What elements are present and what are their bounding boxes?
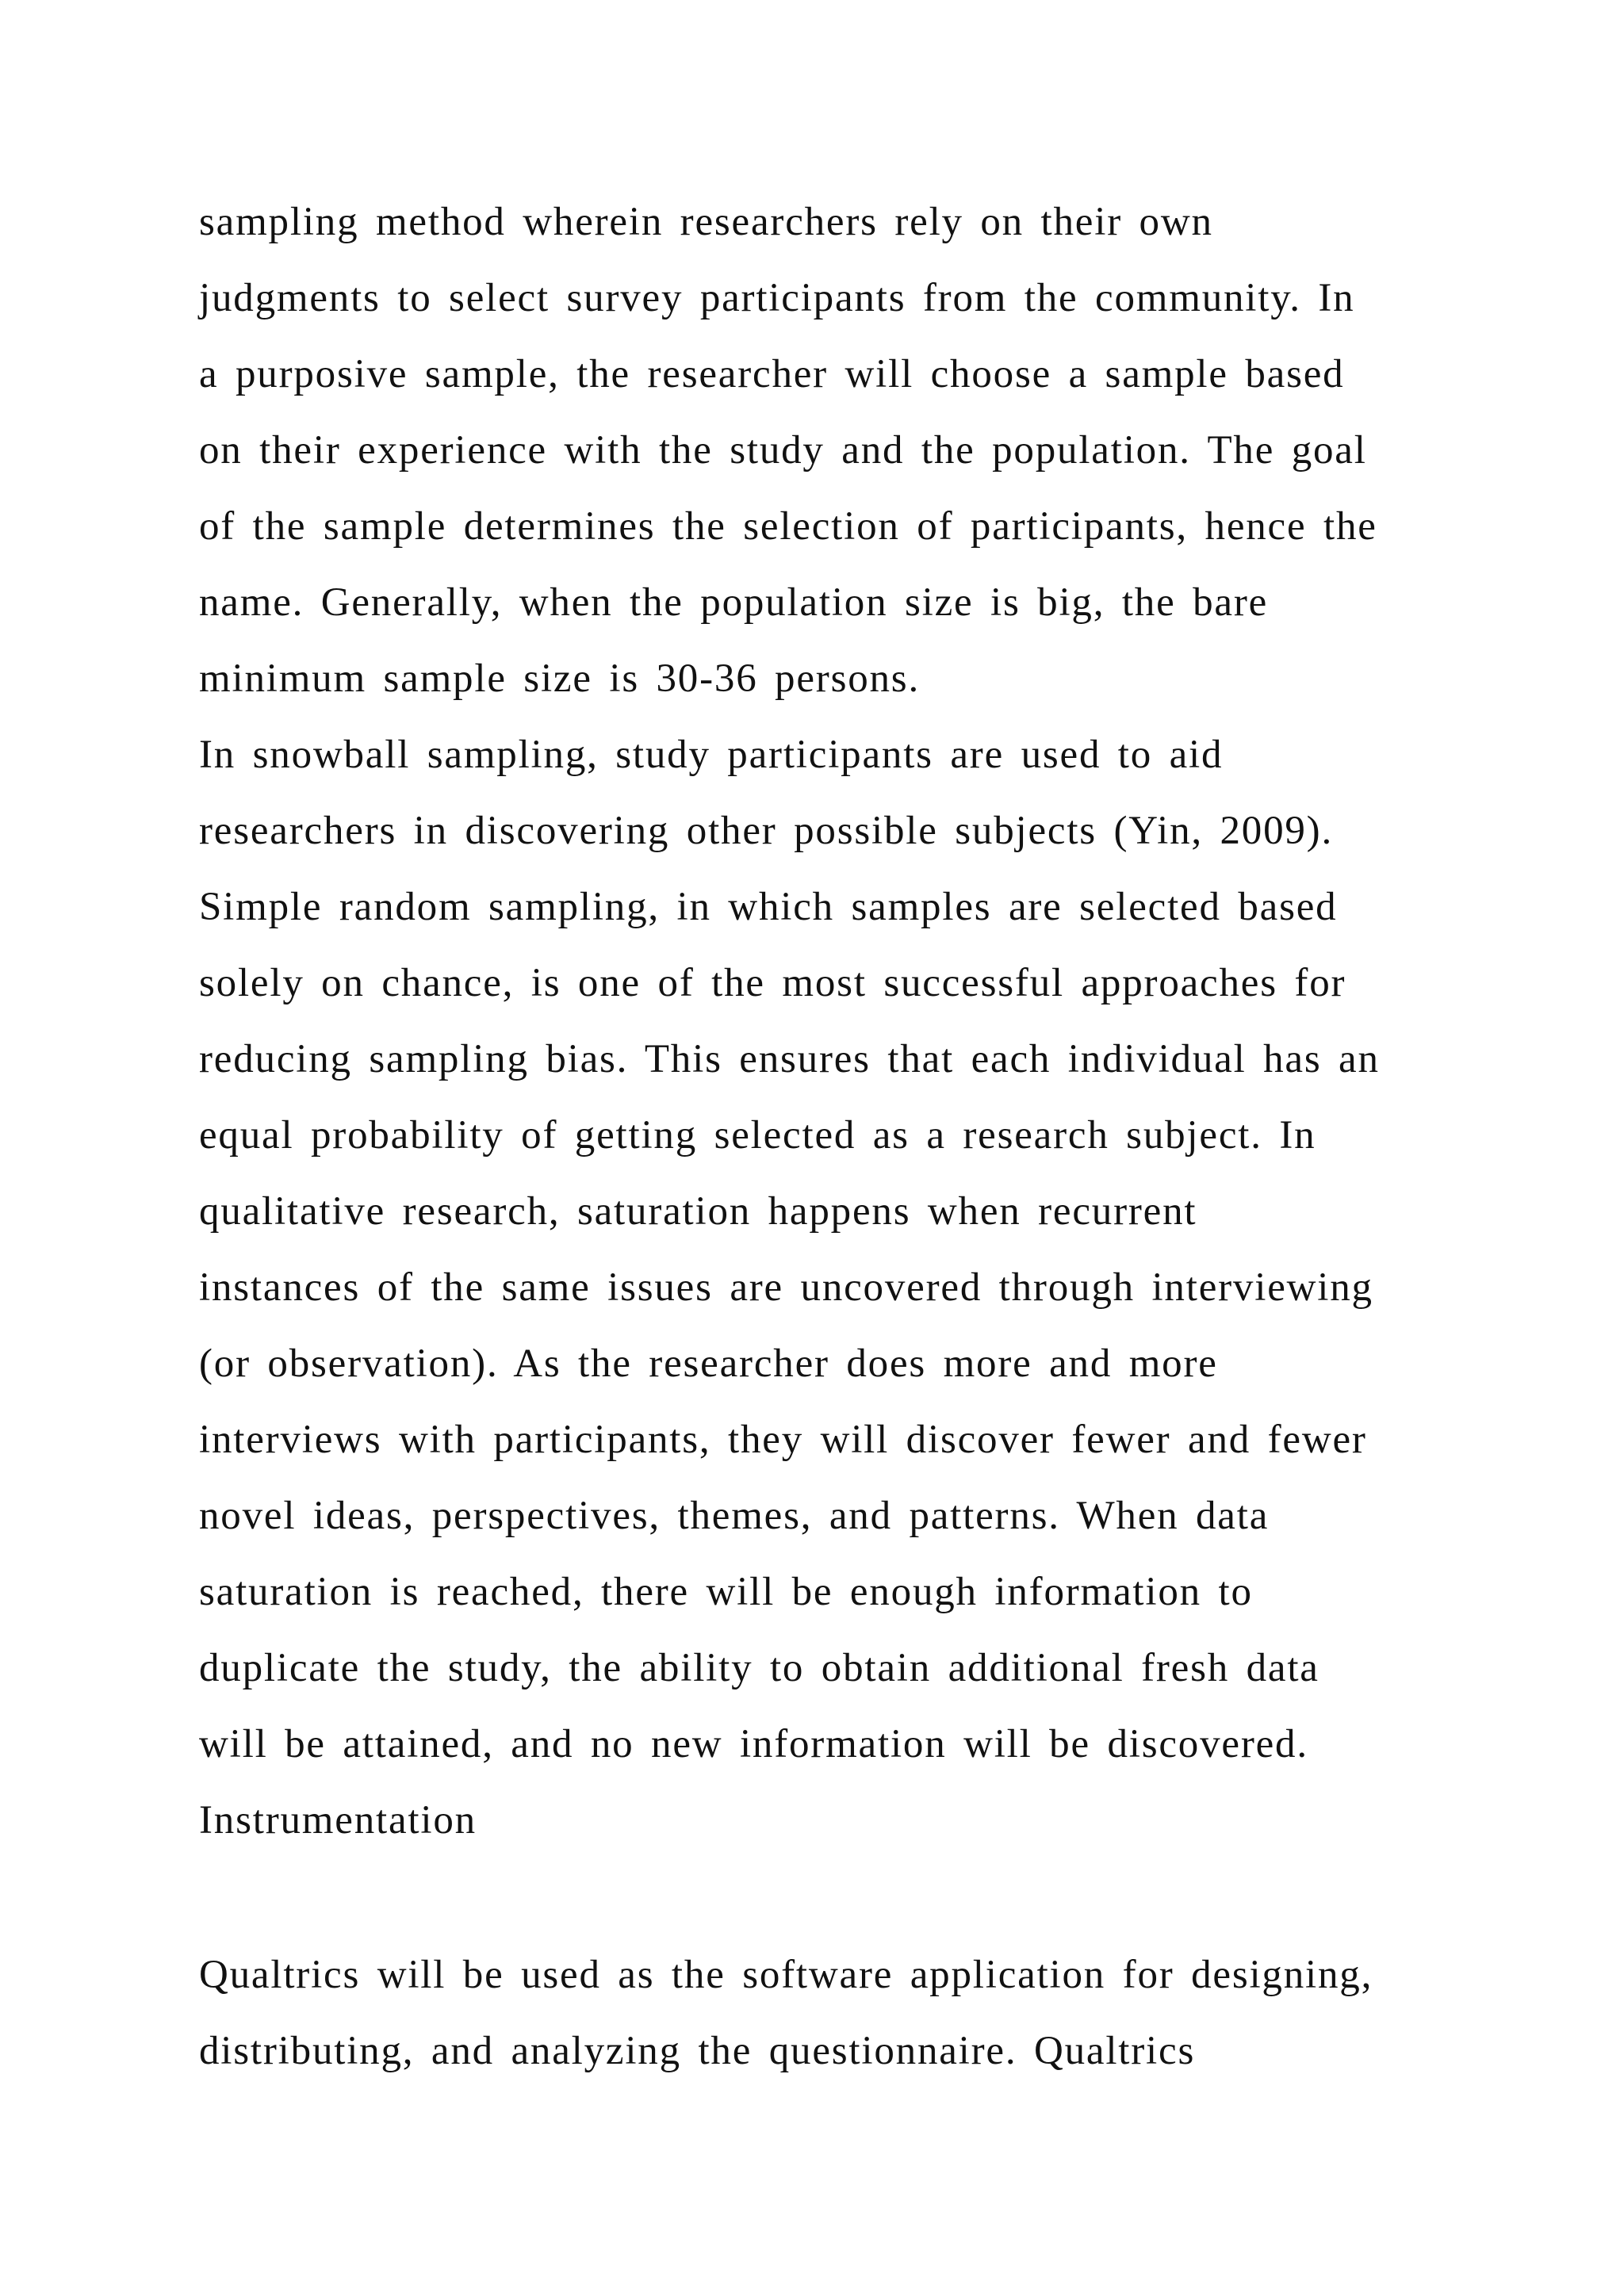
text-line: Simple random sampling, in which samples are selected based (199, 885, 1338, 929)
text-line: of the sample determines the selection of participants, hence the (199, 504, 1377, 549)
text-line: (or observation). As the researcher does more and more (199, 1341, 1218, 1386)
section-heading-instrumentation: Instrumentation (199, 1798, 477, 1843)
text-line: distributing, and analyzing the questionnaire. Qualtrics (199, 2029, 1196, 2073)
text-line: name. Generally, when the population size is big, the bare (199, 580, 1269, 625)
text-line: saturation is reached, there will be enough information to (199, 1570, 1253, 1614)
text-line: novel ideas, perspectives, themes, and patterns. When data (199, 1494, 1270, 1538)
text-line: sampling method wherein researchers rely on their own (199, 200, 1213, 244)
text-line: judgments to select survey participants from the community. In (199, 276, 1355, 320)
text-line: qualitative research, saturation happens when recurrent (199, 1189, 1197, 1234)
text-line: equal probability of getting selected as a research subject. In (199, 1113, 1316, 1158)
text-line: reducing sampling bias. This ensures that each individual has an (199, 1037, 1380, 1081)
text-line: a purposive sample, the researcher will choose a sample based (199, 352, 1345, 396)
text-line: duplicate the study, the ability to obtain additional fresh data (199, 1646, 1320, 1690)
text-line: interviews with participants, they will discover fewer and fewer (199, 1418, 1367, 1462)
text-line: researchers in discovering other possible subjects (Yin, 2009). (199, 809, 1334, 853)
text-line: on their experience with the study and the population. The goal (199, 428, 1367, 473)
text-line: will be attained, and no new information will be discovered. (199, 1722, 1308, 1766)
text-line: minimum sample size is 30-36 persons. (199, 656, 921, 701)
text-line: In snowball sampling, study participants are used to aid (199, 733, 1224, 777)
text-line: solely on chance, is one of the most successful approaches for (199, 961, 1346, 1005)
text-line: Qualtrics will be used as the software application for designing, (199, 1953, 1373, 1997)
text-line: instances of the same issues are uncovered through interviewing (199, 1265, 1373, 1310)
